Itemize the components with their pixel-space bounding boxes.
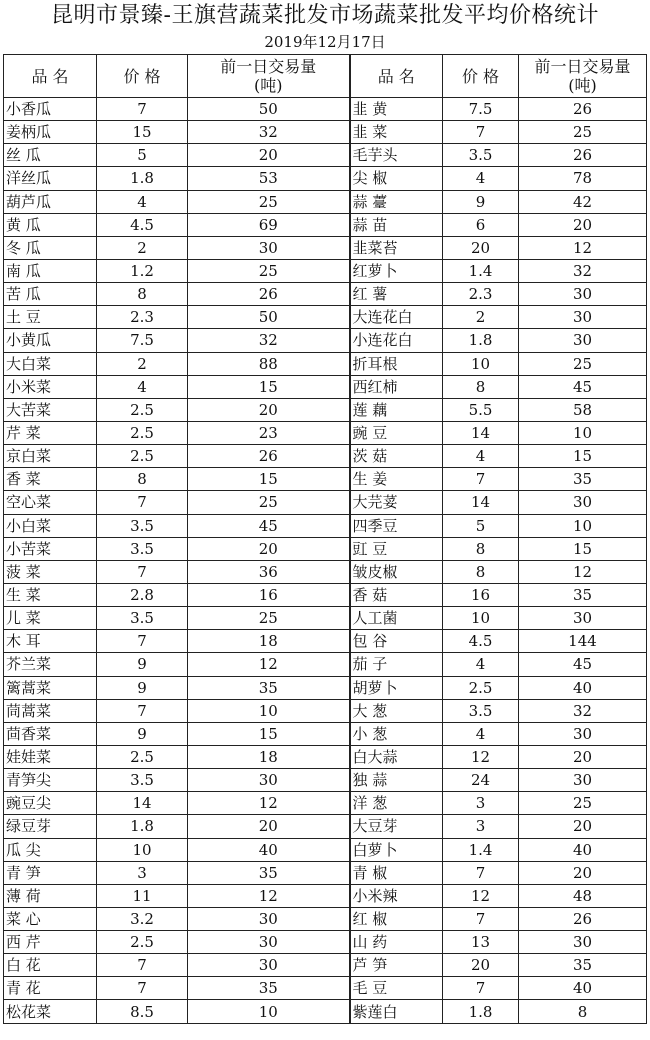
table-row [4, 560, 647, 583]
volume-cell-left: 35 [188, 861, 350, 884]
header-name-right: 品 名 [350, 55, 443, 98]
vegetable-name-cell-right: 尖 椒 [350, 167, 443, 190]
vegetable-name-cell-left: 木 耳 [4, 630, 97, 653]
vegetable-name-cell-right: 茨 菇 [350, 445, 443, 468]
price-cell-right: 6 [443, 213, 519, 236]
price-cell-right: 7.5 [443, 98, 519, 121]
vegetable-name-cell-left: 松花菜 [4, 1000, 97, 1023]
vegetable-name-cell-right: 香 菇 [350, 583, 443, 606]
vegetable-name-cell-left: 大白菜 [4, 352, 97, 375]
price-cell-right: 4 [443, 653, 519, 676]
vegetable-name-cell-left: 大苦菜 [4, 398, 97, 421]
price-cell-right: 1.8 [443, 1000, 519, 1023]
vegetable-name-cell-right: 包 谷 [350, 630, 443, 653]
table-row [4, 468, 647, 491]
table-row [4, 306, 647, 329]
price-cell-left: 4.5 [97, 213, 188, 236]
volume-cell-right: 20 [519, 815, 647, 838]
price-cell-left: 2.5 [97, 445, 188, 468]
price-cell-left: 14 [97, 792, 188, 815]
volume-cell-right: 35 [519, 468, 647, 491]
vegetable-name-cell-left: 小苦菜 [4, 537, 97, 560]
volume-cell-right: 42 [519, 190, 647, 213]
vegetable-name-cell-left: 冬 瓜 [4, 236, 97, 259]
volume-cell-left: 20 [188, 815, 350, 838]
vegetable-name-cell-left: 豌豆尖 [4, 792, 97, 815]
price-cell-left: 1.2 [97, 259, 188, 282]
vegetable-name-cell-left: 篱蒿菜 [4, 676, 97, 699]
price-cell-right: 7 [443, 977, 519, 1000]
vegetable-name-cell-right: 折耳根 [350, 352, 443, 375]
volume-cell-left: 30 [188, 236, 350, 259]
volume-cell-right: 35 [519, 583, 647, 606]
table-row [4, 861, 647, 884]
price-cell-left: 10 [97, 838, 188, 861]
vegetable-name-cell-left: 绿豆芽 [4, 815, 97, 838]
price-cell-left: 5 [97, 144, 188, 167]
vegetable-name-cell-right: 紫莲白 [350, 1000, 443, 1023]
price-cell-right: 4 [443, 445, 519, 468]
volume-cell-right: 15 [519, 537, 647, 560]
price-cell-left: 2.3 [97, 306, 188, 329]
vegetable-name-cell-right: 莲 藕 [350, 398, 443, 421]
volume-cell-left: 36 [188, 560, 350, 583]
volume-cell-right: 8 [519, 1000, 647, 1023]
price-cell-left: 3.5 [97, 769, 188, 792]
header-volume-label: 前一日交易量 [534, 57, 631, 76]
price-cell-left: 2 [97, 352, 188, 375]
vegetable-name-cell-left: 苦 瓜 [4, 283, 97, 306]
price-cell-left: 7 [97, 560, 188, 583]
vegetable-name-cell-left: 白 花 [4, 954, 97, 977]
price-cell-right: 4 [443, 722, 519, 745]
vegetable-name-cell-right: 小连花白 [350, 329, 443, 352]
table-row [4, 283, 647, 306]
price-cell-left: 2.5 [97, 421, 188, 444]
volume-cell-left: 18 [188, 745, 350, 768]
table-row [4, 630, 647, 653]
price-cell-right: 12 [443, 884, 519, 907]
price-cell-right: 20 [443, 236, 519, 259]
vegetable-name-cell-right: 山 药 [350, 931, 443, 954]
header-price-right: 价 格 [443, 55, 519, 98]
volume-cell-right: 32 [519, 699, 647, 722]
table-row [4, 236, 647, 259]
volume-cell-left: 25 [188, 491, 350, 514]
price-cell-right: 8 [443, 375, 519, 398]
vegetable-name-cell-right: 白萝卜 [350, 838, 443, 861]
volume-cell-left: 23 [188, 421, 350, 444]
price-cell-left: 7 [97, 699, 188, 722]
vegetable-name-cell-right: 独 蒜 [350, 769, 443, 792]
header-name-left: 品 名 [4, 55, 97, 98]
volume-cell-left: 20 [188, 398, 350, 421]
vegetable-name-cell-right: 毛芋头 [350, 144, 443, 167]
table-row [4, 398, 647, 421]
vegetable-name-cell-left: 儿 菜 [4, 607, 97, 630]
table-row [4, 745, 647, 768]
volume-cell-left: 53 [188, 167, 350, 190]
price-cell-left: 7 [97, 491, 188, 514]
price-cell-left: 2.5 [97, 745, 188, 768]
header-volume-label: 前一日交易量 [220, 57, 317, 76]
price-cell-right: 1.4 [443, 259, 519, 282]
volume-cell-right: 30 [519, 931, 647, 954]
table-row [4, 954, 647, 977]
volume-cell-right: 40 [519, 676, 647, 699]
volume-cell-left: 50 [188, 98, 350, 121]
vegetable-name-cell-right: 蒜 苗 [350, 213, 443, 236]
table-row [4, 884, 647, 907]
vegetable-name-cell-right: 蒜 薹 [350, 190, 443, 213]
price-cell-right: 1.8 [443, 329, 519, 352]
vegetable-name-cell-right: 小米辣 [350, 884, 443, 907]
volume-cell-right: 20 [519, 213, 647, 236]
report-date: 2019年12月17日 [264, 33, 386, 51]
vegetable-name-cell-left: 姜柄瓜 [4, 121, 97, 144]
volume-cell-left: 88 [188, 352, 350, 375]
vegetable-name-cell-right: 白大蒜 [350, 745, 443, 768]
price-cell-right: 20 [443, 954, 519, 977]
vegetable-name-cell-right: 韭 黄 [350, 98, 443, 121]
volume-cell-left: 25 [188, 607, 350, 630]
table-row [4, 722, 647, 745]
table-row [4, 190, 647, 213]
vegetable-name-cell-left: 薄 荷 [4, 884, 97, 907]
vegetable-name-cell-right: 小 葱 [350, 722, 443, 745]
volume-cell-left: 18 [188, 630, 350, 653]
price-cell-left: 2.8 [97, 583, 188, 606]
price-cell-left: 1.8 [97, 815, 188, 838]
price-cell-left: 8 [97, 283, 188, 306]
price-cell-right: 7 [443, 861, 519, 884]
volume-cell-right: 25 [519, 121, 647, 144]
vegetable-name-cell-right: 韭菜苔 [350, 236, 443, 259]
price-cell-right: 13 [443, 931, 519, 954]
table-row [4, 375, 647, 398]
price-cell-right: 7 [443, 907, 519, 930]
table-row [4, 98, 647, 121]
vegetable-name-cell-left: 青 笋 [4, 861, 97, 884]
table-row [4, 838, 647, 861]
price-cell-right: 4.5 [443, 630, 519, 653]
vegetable-name-cell-right: 茄 子 [350, 653, 443, 676]
volume-cell-left: 30 [188, 931, 350, 954]
price-cell-left: 7 [97, 977, 188, 1000]
vegetable-name-cell-left: 小米菜 [4, 375, 97, 398]
table-row [4, 907, 647, 930]
vegetable-name-cell-left: 青 花 [4, 977, 97, 1000]
volume-cell-left: 50 [188, 306, 350, 329]
vegetable-name-cell-right: 洋 葱 [350, 792, 443, 815]
volume-cell-right: 10 [519, 421, 647, 444]
volume-cell-left: 12 [188, 884, 350, 907]
vegetable-name-cell-right: 皱皮椒 [350, 560, 443, 583]
price-cell-right: 3.5 [443, 699, 519, 722]
volume-cell-right: 40 [519, 838, 647, 861]
price-cell-left: 7.5 [97, 329, 188, 352]
price-cell-left: 11 [97, 884, 188, 907]
volume-cell-left: 16 [188, 583, 350, 606]
vegetable-name-cell-right: 大连花白 [350, 306, 443, 329]
price-cell-left: 7 [97, 630, 188, 653]
price-cell-right: 3.5 [443, 144, 519, 167]
volume-cell-right: 26 [519, 144, 647, 167]
volume-cell-right: 144 [519, 630, 647, 653]
volume-cell-left: 20 [188, 537, 350, 560]
volume-cell-right: 25 [519, 352, 647, 375]
price-cell-right: 3 [443, 792, 519, 815]
vegetable-name-cell-left: 西 芹 [4, 931, 97, 954]
price-cell-right: 12 [443, 745, 519, 768]
table-row [4, 676, 647, 699]
price-cell-left: 3 [97, 861, 188, 884]
table-row [4, 699, 647, 722]
table-row [4, 977, 647, 1000]
price-cell-left: 2.5 [97, 931, 188, 954]
price-cell-right: 10 [443, 352, 519, 375]
table-header-row [4, 55, 647, 98]
volume-cell-left: 30 [188, 769, 350, 792]
price-cell-left: 4 [97, 375, 188, 398]
price-cell-left: 1.8 [97, 167, 188, 190]
volume-cell-right: 26 [519, 907, 647, 930]
price-cell-right: 2 [443, 306, 519, 329]
volume-cell-left: 26 [188, 283, 350, 306]
volume-cell-right: 30 [519, 491, 647, 514]
volume-cell-left: 30 [188, 907, 350, 930]
price-cell-left: 7 [97, 954, 188, 977]
volume-cell-right: 45 [519, 375, 647, 398]
volume-cell-left: 40 [188, 838, 350, 861]
table-row [4, 329, 647, 352]
volume-cell-right: 15 [519, 445, 647, 468]
table-row [4, 653, 647, 676]
volume-cell-right: 12 [519, 236, 647, 259]
table-row [4, 445, 647, 468]
table-row [4, 769, 647, 792]
vegetable-name-cell-left: 小香瓜 [4, 98, 97, 121]
vegetable-name-cell-right: 青 椒 [350, 861, 443, 884]
volume-cell-left: 20 [188, 144, 350, 167]
vegetable-name-cell-right: 豇 豆 [350, 537, 443, 560]
price-cell-left: 9 [97, 676, 188, 699]
price-cell-left: 8.5 [97, 1000, 188, 1023]
table-row [4, 167, 647, 190]
table-row [4, 514, 647, 537]
volume-cell-right: 32 [519, 259, 647, 282]
price-cell-right: 5.5 [443, 398, 519, 421]
volume-cell-right: 58 [519, 398, 647, 421]
volume-cell-right: 30 [519, 722, 647, 745]
vegetable-name-cell-right: 红 椒 [350, 907, 443, 930]
vegetable-name-cell-left: 丝 瓜 [4, 144, 97, 167]
vegetable-name-cell-left: 小黄瓜 [4, 329, 97, 352]
vegetable-name-cell-left: 芥兰菜 [4, 653, 97, 676]
table-row [4, 144, 647, 167]
price-cell-right: 5 [443, 514, 519, 537]
price-cell-right: 16 [443, 583, 519, 606]
header-volume-unit: (吨) [568, 76, 597, 95]
table-row [4, 1000, 647, 1023]
price-cell-right: 8 [443, 537, 519, 560]
volume-cell-right: 12 [519, 560, 647, 583]
volume-cell-right: 78 [519, 167, 647, 190]
volume-cell-left: 35 [188, 676, 350, 699]
table-row [4, 583, 647, 606]
price-cell-right: 7 [443, 121, 519, 144]
price-cell-right: 24 [443, 769, 519, 792]
price-table [3, 54, 647, 1024]
table-row [4, 607, 647, 630]
volume-cell-right: 25 [519, 792, 647, 815]
volume-cell-left: 25 [188, 190, 350, 213]
header-price-left: 价 格 [97, 55, 188, 98]
price-cell-left: 9 [97, 653, 188, 676]
vegetable-name-cell-left: 菜 心 [4, 907, 97, 930]
table-row [4, 537, 647, 560]
volume-cell-right: 30 [519, 769, 647, 792]
price-cell-left: 3.2 [97, 907, 188, 930]
table-row [4, 421, 647, 444]
vegetable-name-cell-left: 茴香菜 [4, 722, 97, 745]
vegetable-name-cell-left: 香 菜 [4, 468, 97, 491]
vegetable-name-cell-right: 大豆芽 [350, 815, 443, 838]
price-cell-right: 4 [443, 167, 519, 190]
volume-cell-left: 25 [188, 259, 350, 282]
price-cell-left: 3.5 [97, 514, 188, 537]
price-cell-right: 14 [443, 421, 519, 444]
volume-cell-right: 30 [519, 283, 647, 306]
price-cell-right: 1.4 [443, 838, 519, 861]
vegetable-name-cell-right: 毛 豆 [350, 977, 443, 1000]
volume-cell-right: 30 [519, 329, 647, 352]
vegetable-name-cell-right: 红萝卜 [350, 259, 443, 282]
price-cell-right: 9 [443, 190, 519, 213]
volume-cell-left: 35 [188, 977, 350, 1000]
price-cell-left: 15 [97, 121, 188, 144]
vegetable-name-cell-right: 大 葱 [350, 699, 443, 722]
volume-cell-left: 15 [188, 375, 350, 398]
vegetable-name-cell-left: 瓜 尖 [4, 838, 97, 861]
table-row [4, 792, 647, 815]
volume-cell-right: 45 [519, 653, 647, 676]
volume-cell-left: 15 [188, 468, 350, 491]
vegetable-name-cell-right: 四季豆 [350, 514, 443, 537]
volume-cell-left: 30 [188, 954, 350, 977]
price-cell-left: 3.5 [97, 537, 188, 560]
vegetable-name-cell-left: 茼蒿菜 [4, 699, 97, 722]
vegetable-name-cell-left: 土 豆 [4, 306, 97, 329]
vegetable-name-cell-right: 人工菌 [350, 607, 443, 630]
table-row [4, 815, 647, 838]
vegetable-name-cell-right: 胡萝卜 [350, 676, 443, 699]
vegetable-name-cell-left: 葫芦瓜 [4, 190, 97, 213]
price-cell-left: 9 [97, 722, 188, 745]
volume-cell-left: 12 [188, 653, 350, 676]
table-row [4, 121, 647, 144]
vegetable-name-cell-left: 娃娃菜 [4, 745, 97, 768]
volume-cell-left: 32 [188, 121, 350, 144]
header-volume-left [188, 55, 350, 98]
volume-cell-left: 15 [188, 722, 350, 745]
volume-cell-left: 12 [188, 792, 350, 815]
vegetable-name-cell-left: 京白菜 [4, 445, 97, 468]
price-cell-left: 7 [97, 98, 188, 121]
price-cell-right: 14 [443, 491, 519, 514]
price-cell-right: 2.5 [443, 676, 519, 699]
volume-cell-right: 20 [519, 861, 647, 884]
price-cell-left: 3.5 [97, 607, 188, 630]
header-volume-unit: (吨) [254, 76, 283, 95]
volume-cell-left: 26 [188, 445, 350, 468]
volume-cell-right: 30 [519, 607, 647, 630]
vegetable-name-cell-left: 洋丝瓜 [4, 167, 97, 190]
vegetable-name-cell-left: 生 菜 [4, 583, 97, 606]
vegetable-name-cell-right: 西红柿 [350, 375, 443, 398]
vegetable-name-cell-right: 大芫荽 [350, 491, 443, 514]
table-row [4, 259, 647, 282]
price-cell-right: 8 [443, 560, 519, 583]
vegetable-name-cell-right: 生 姜 [350, 468, 443, 491]
table-row [4, 213, 647, 236]
price-cell-right: 3 [443, 815, 519, 838]
vegetable-name-cell-left: 菠 菜 [4, 560, 97, 583]
vegetable-name-cell-left: 芹 菜 [4, 421, 97, 444]
volume-cell-left: 10 [188, 699, 350, 722]
vegetable-name-cell-left: 小白菜 [4, 514, 97, 537]
price-cell-left: 4 [97, 190, 188, 213]
vegetable-name-cell-left: 青笋尖 [4, 769, 97, 792]
price-cell-left: 8 [97, 468, 188, 491]
volume-cell-left: 10 [188, 1000, 350, 1023]
volume-cell-right: 10 [519, 514, 647, 537]
header-volume-right [519, 55, 647, 98]
vegetable-name-cell-right: 芦 笋 [350, 954, 443, 977]
volume-cell-left: 32 [188, 329, 350, 352]
price-cell-right: 10 [443, 607, 519, 630]
volume-cell-right: 48 [519, 884, 647, 907]
vegetable-name-cell-left: 南 瓜 [4, 259, 97, 282]
price-cell-left: 2 [97, 236, 188, 259]
volume-cell-right: 35 [519, 954, 647, 977]
price-cell-left: 2.5 [97, 398, 188, 421]
volume-cell-right: 40 [519, 977, 647, 1000]
table-row [4, 931, 647, 954]
volume-cell-right: 30 [519, 306, 647, 329]
volume-cell-right: 26 [519, 98, 647, 121]
vegetable-name-cell-right: 豌 豆 [350, 421, 443, 444]
vegetable-name-cell-left: 空心菜 [4, 491, 97, 514]
volume-cell-right: 20 [519, 745, 647, 768]
price-cell-right: 2.3 [443, 283, 519, 306]
volume-cell-left: 45 [188, 514, 350, 537]
page-title: 昆明市景臻-王旗营蔬菜批发市场蔬菜批发平均价格统计 [51, 3, 599, 28]
table-row [4, 352, 647, 375]
table-row [4, 491, 647, 514]
vegetable-name-cell-right: 红 薯 [350, 283, 443, 306]
vegetable-name-cell-right: 韭 菜 [350, 121, 443, 144]
vegetable-name-cell-left: 黄 瓜 [4, 213, 97, 236]
price-cell-right: 7 [443, 468, 519, 491]
volume-cell-left: 69 [188, 213, 350, 236]
